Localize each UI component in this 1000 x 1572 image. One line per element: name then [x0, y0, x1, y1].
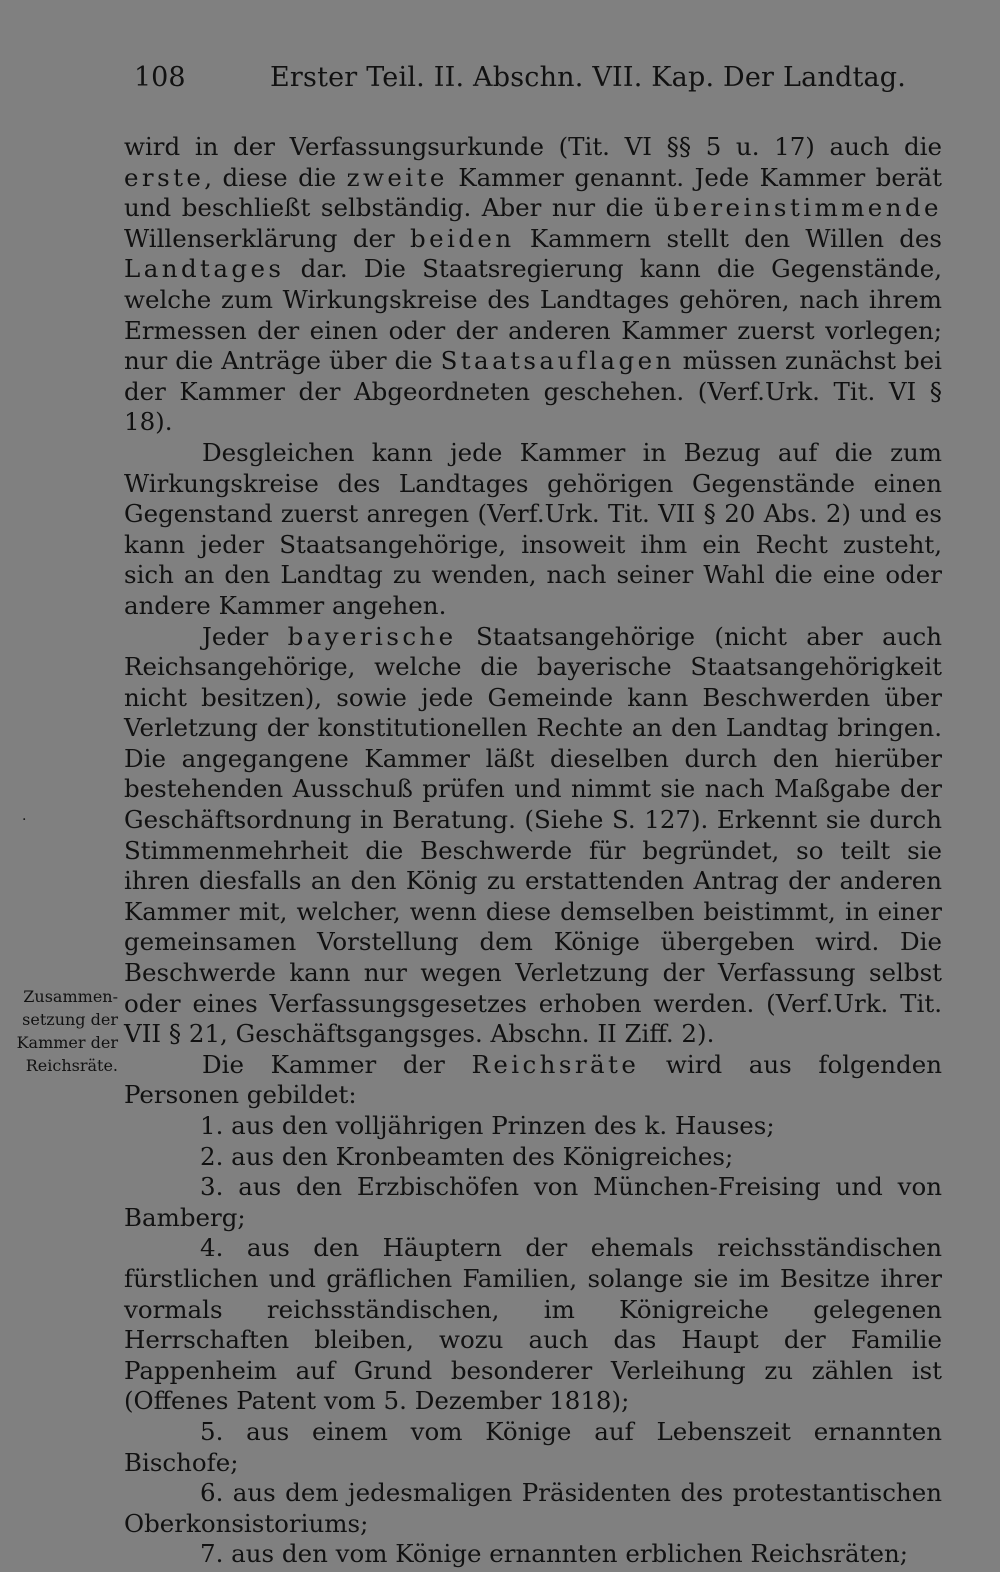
margin-note-line: Zusammen-: [23, 987, 118, 1006]
paragraph-reichsraete: Die Kammer der Reichsräte wird aus folgenden Personen gebildet:: [124, 1049, 942, 1110]
paragraph-initiative: Desgleichen kann jede Kammer in Bezug auf die zum Wirkungskreise des Landtages gehörigen Gegenstände einen Gegenstand zuerst anregen (Verf.Urk. Tit. VII § 20 Abs. 2) und es kann jeder Staatsangehörige, insoweit ihm ein Recht zusteht, sich an den Landtag zu wenden, nach seiner Wahl die eine oder andere Kammer angehen.: [124, 437, 942, 620]
list-item: 2. aus den Kronbeamten des Königreiches;: [200, 1141, 734, 1171]
list-item: 4. aus den Häuptern der ehemals reichsständischen fürstlichen und gräflichen Familien, solange sie im Besitze ihrer vormals reichsständischen, im Königreiche gelegenen Herrschaften bleiben, wozu auch das Haupt der Familie Pappenheim auf Grund besonderer Verleihung zu zählen ist (Offenes Patent vom 5. Dezember 1818);: [124, 1233, 942, 1416]
list-item: 1. aus den volljährigen Prinzen des k. Hauses;: [200, 1111, 775, 1140]
paragraph-complaints: Jeder bayerische Staatsangehörige (nicht aber auch Reichsangehörige, welche die bayerische Staatsangehörigkeit nicht besitzen), sowie jede Gemeinde kann Beschwerden über Verletzung der konstitutionellen Rechte an den Landtag bringen. Die angegangene Kammer läßt dieselben durch den hierüber bestehenden Ausschuß prüfen und nimmt sie nach Maßgabe der Geschäftsordnung in Beratung. (Siehe S. 127). Erkennt sie durch Stimmenmehrheit die Beschwerde für begründet, so teilt sie ihren diesfalls an den König zu erstattenden Antrag der anderen Kammer mit, welcher, wenn diese demselben beistimmt, in einer gemeinsamen Vorstellung dem Könige übergeben wird. Die Beschwerde kann nur wegen Verletzung der Verfassung selbst oder eines Verfassungsgesetzes erhoben werden. (Verf.Urk. Tit. VII § 21, Geschäftsgangsges. Abschn. II Ziff. 2).: [124, 621, 942, 1049]
list-item: 3. aus den Erzbischöfen von München-Freising und von Bamberg;: [124, 1172, 942, 1232]
list-item: 6. aus dem jedesmaligen Präsidenten des protestantischen Oberkonsistoriums;: [124, 1478, 942, 1538]
stray-mark: ·: [22, 812, 27, 828]
margin-note-line: Kammer der: [16, 1033, 118, 1052]
body-text: [124, 132, 942, 1570]
margin-note-line: setzung der: [22, 1010, 118, 1029]
list-item: 5. aus einem vom Könige auf Lebenszeit ernannten Bischofe;: [124, 1416, 942, 1477]
list-item: 7. aus den vom Könige ernannten erblichen Reichsräten;: [200, 1539, 908, 1569]
paragraph-chambers: wird in der Verfassungsurkunde (Tit. VI §§ 5 u. 17) auch die erste, diese die zweite Kammer genannt. Jede Kammer berät und beschließt selbständig. Aber nur die übereinstimmende Willenserklärung der beiden Kammern stellt den Willen des Landtages dar. Die Staatsregierung kann die Gegenstände, welche zum Wirkungskreise des Landtages gehören, nach ihrem Ermessen der einen oder der anderen Kammer zuerst vorlegen; nur die Anträge über die Staatsauflagen müssen zunächst bei der Kammer der Abgeordneten geschehen. (Verf.Urk. Tit. VI § 18).: [124, 132, 943, 437]
margin-note: [6, 985, 118, 1077]
margin-note-line: Reichsräte.: [25, 1056, 118, 1075]
running-title: Erster Teil. II. Abschn. VII. Kap. Der Landtag.: [270, 62, 907, 93]
page-number: 108: [134, 62, 186, 93]
page-header: [134, 58, 907, 98]
